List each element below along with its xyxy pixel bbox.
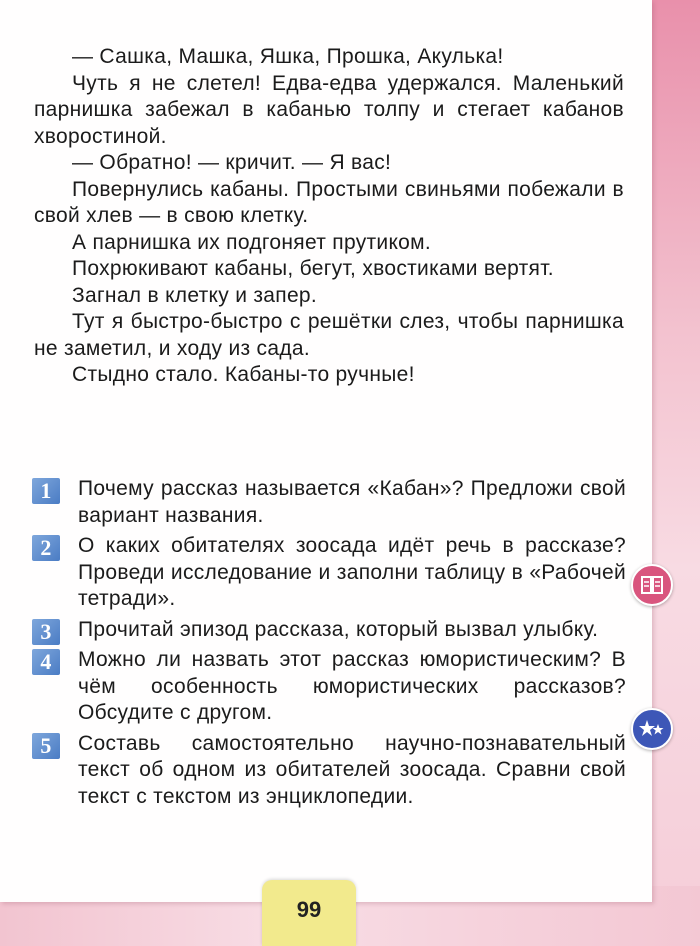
stars-icon — [631, 708, 673, 750]
story-text — [34, 44, 624, 389]
question-number-badge: 4 — [32, 649, 60, 675]
question-item — [32, 647, 626, 727]
question-item — [32, 617, 626, 644]
story-paragraph: Повернулись кабаны. Простыми свиньями побежали в свой хлев — в свою клетку. — [34, 177, 624, 227]
question-text: Можно ли назвать этот рассказ юмористическим? В чём особенность юмористических рассказов? Обсудите с другом. — [78, 648, 626, 724]
book-icon — [631, 564, 673, 606]
questions-list — [32, 476, 626, 814]
story-paragraph: Тут я быстро-быстро с решётки слез, чтобы парнишка не заметил, и ходу из сада. — [34, 310, 624, 360]
question-text: Прочитай эпизод рассказа, который вызвал улыбку. — [78, 617, 599, 641]
story-paragraph: А парнишка их подгоняет прутиком. — [72, 230, 432, 254]
question-number-badge: 5 — [32, 733, 60, 759]
story-paragraph: Загнал в клетку и запер. — [72, 283, 318, 307]
story-paragraph: Чуть я не слетел! Едва-едва удержался. Маленький парнишка забежал в кабанью толпу и стегает кабанов хворостиной. — [34, 71, 624, 148]
question-item — [32, 476, 626, 529]
question-item — [32, 731, 626, 811]
question-item — [32, 533, 626, 613]
story-paragraph: — Обратно! — кричит. — Я вас! — [72, 151, 392, 174]
question-text: Составь самостоятельно научно-познавательный текст об одном из обитателей зоосада. Сравни свой текст с текстом из энциклопедии. — [78, 731, 626, 808]
page-number: 99 — [296, 897, 322, 922]
story-paragraph: Стыдно стало. Кабаны-то ручные! — [72, 363, 415, 386]
story-paragraph: — Сашка, Машка, Яшка, Прошка, Акулька! — [72, 45, 504, 68]
question-number-badge: 1 — [32, 478, 60, 504]
story-paragraph: Похрюкивают кабаны, бегут, хвостиками вертят. — [72, 257, 554, 280]
question-text: О каких обитателях зоосада идёт речь в рассказе? Проведи исследование и заполни таблицу в «Рабочей тетради». — [78, 534, 626, 610]
question-number-badge: 2 — [32, 535, 60, 561]
question-text: Почему рассказ называется «Кабан»? Предложи свой вариант названия. — [78, 477, 626, 527]
question-number-badge: 3 — [32, 619, 60, 645]
